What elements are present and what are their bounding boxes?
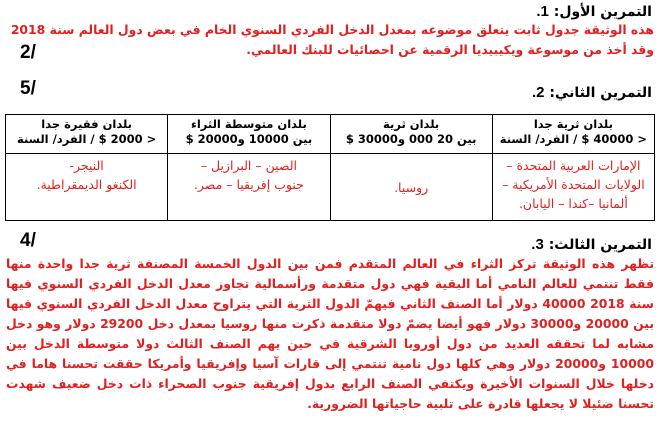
cell-countries: الإمارات العربية المتحدة – الولايات المتحدة الأمريكية – ألمانيا –كندا – اليابان. [502, 158, 645, 211]
table-header-cell [330, 115, 492, 154]
exercise-1-score: 2/ [20, 42, 36, 63]
exercise-2-heading [532, 84, 652, 102]
cell-countries: النيجر- الكنغو الديمقراطية. [36, 158, 137, 192]
table-header-cell [168, 115, 330, 154]
table-cell [330, 154, 492, 221]
exercise-1-title: التمرين الأول: [553, 4, 652, 20]
income-classification-table [5, 114, 655, 221]
exercise-1-number: 1. [536, 3, 549, 20]
table-cell [168, 154, 330, 221]
header-title: بلدان فقيرة جدا [41, 117, 132, 131]
table-cell [492, 154, 654, 221]
header-title: بلدان ثرية [383, 117, 440, 131]
table-header-row [6, 115, 655, 154]
cell-countries: الصين – البرازيل – جنوب إفريقيا – مصر. [193, 158, 304, 192]
header-range: < 2000 $ / الفرد/ السنة [16, 132, 157, 146]
header-range: بين 20 000 و30000 $ [345, 132, 477, 146]
exercise-1-text: هذه الوثيقة جدول ثابت يتعلق موضوعه بمعدل الدخل الفردي السنوي الخام في بعض دول العالم سنة 2018 وقد أخذ من موسوعة ويكيبيديا الرقمية عن احصائيات للبنك العالمي. [10, 22, 654, 57]
exercise-3-text: تظهر هذه الوثيقة تركز الثراء في العالم المتقدم فمن بين الدول الخمسة المصنفة ثرية جدا واحدة منها فقط تنتمي للعالم النامي أما البقية فهي دول متقدمة ورأسمالية تجاوز معدل الدخل الفردي السنوي فيها سنة 2018 40000 دولار أما الصنف الثاني فيهمّ الدول الثرية التي يتراوح معدل الدخل الفردي السنوي فيها بين 20000 و30000 دولار فهو أيضا يضمّ دولا متقدمة ذكرت منها روسيا بمعدل دخل 29200 دولار وهو دخل مشابه لما تحققه العديد من دول أوروبا الشرقية في حين يهم الصنف الثالث دولا متوسطة الدخل بين 10000 و20000 دولار وهي كلها دول نامية تنتمي إلى قارات آسيا وإفريقيا وأمريكا حققت تحسنا هاما في دخلها خلال السنوات الأخيرة ويكتفي الصنف الرابع بدول إفريقية جنوب الصحراء ذات دخل ضعيف شهدت تحسنا ضئيلا لا يجعلها قادرة على تلبية حاجياتها الضرورية. [6, 256, 654, 411]
exercise-2-title: التمرين الثاني: [549, 85, 652, 101]
header-title: بلدان متوسطة الثراء [190, 117, 307, 131]
exercise-2-score: 5/ [20, 78, 36, 99]
exercise-3-heading [531, 236, 652, 254]
table-header-cell [492, 115, 654, 154]
cell-countries: روسيا. [394, 179, 429, 195]
table-row [6, 154, 655, 221]
exercise-3-number: 3. [531, 236, 544, 253]
header-range: بين 10000 و20000 $ [185, 132, 313, 146]
table-header-cell [6, 115, 168, 154]
header-range: < 40000 $ / الفرد/ السنة [499, 132, 648, 146]
exercise-3-title: التمرين الثالث: [548, 237, 652, 253]
exercise-2-number: 2. [531, 84, 545, 101]
exercise-1-heading [536, 3, 652, 21]
table-cell [6, 154, 168, 221]
header-title: بلدان ثرية جدا [533, 117, 613, 131]
exercise-3-score: 4/ [20, 230, 36, 251]
